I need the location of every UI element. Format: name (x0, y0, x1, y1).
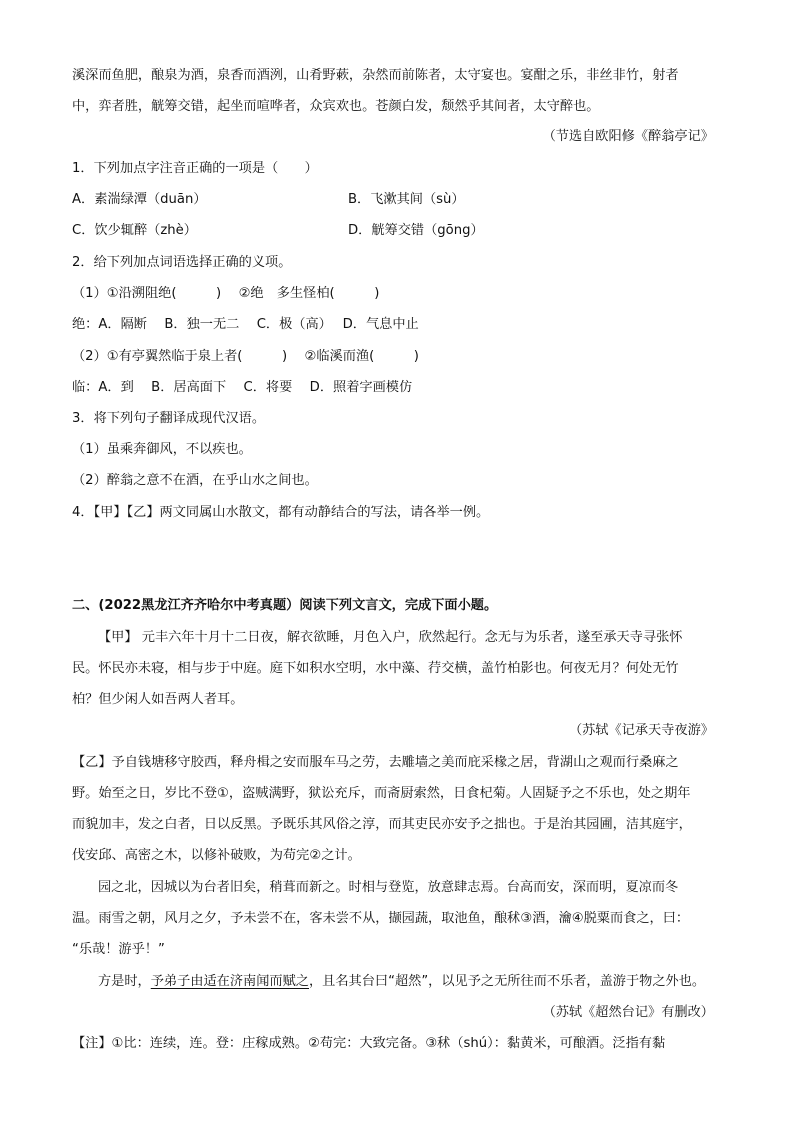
passage-yi-line: 温。雨雪之朝，风月之夕，予未尝不在，客未尝不从，撷园蔬，取池鱼，酿秫③酒，瀹④脱粟而食之，曰： (72, 911, 690, 926)
question-2-stem: 2．给下列加点词语选择正确的义项。 (72, 255, 292, 270)
underlined-sentence: 予弟子由适在济南闻而赋之 (150, 974, 309, 989)
q1-option-d: D．觥筹交错（gōng） (348, 223, 484, 238)
passage-yi-line: 而貌加丰，发之白者，日以反黑。予既乐其风俗之淳，而其吏民亦安予之拙也。于是治其园圃，洁其庭宇， (72, 817, 692, 832)
question-1-stem: 1．下列加点字注音正确的一项是（ ） (72, 161, 318, 176)
passage-line: 中，弈者胜，觥筹交错，起坐而喧哗者，众宾欢也。苍颜白发，颓然乎其间者，太守醉也。 (72, 99, 600, 114)
passage-text: 方是时， (98, 974, 151, 989)
passage-yi-line: 园之北，因城以为台者旧矣，稍葺而新之。时相与登览，放意肆志焉。台高而安，深而明，夏凉而冬 (98, 880, 679, 895)
passage-jia-line: 【甲】 元丰六年十月十二日夜，解衣欲睡，月色入户，欣然起行。念无与为乐者，遂至承天寺寻张怀 (98, 630, 683, 645)
passage-text: ，且名其台曰“超然”，以见予之无所往而不乐者，盖游于物之外也。 (309, 974, 706, 989)
q3-sentence-1: （1）虽乘奔御风，不以疾也。 (72, 442, 252, 457)
section-2-heading: 二、(2022黑龙江齐齐哈尔中考真题）阅读下列文言文，完成下面小题。 (72, 598, 498, 613)
source-citation: （苏轼《超然台记》有删改） (542, 1005, 714, 1020)
source-citation: （苏轼《记承天寺夜游》 (568, 723, 714, 738)
question-3-stem: 3．将下列句子翻译成现代汉语。 (72, 411, 266, 426)
passage-yi-line: 野。始至之日，岁比不登①，盗贼满野，狱讼充斥，而斋厨索然，日食杞菊。人固疑予之不乐也，处之期年 (72, 786, 691, 801)
passage-yi-line: “乐哉！游乎！” (72, 942, 165, 957)
question-4-stem: 4．【甲】【乙】两文同属山水散文，都有动静结合的写法，请各举一例。 (72, 505, 490, 520)
source-citation: （节选自欧阳修《醉翁亭记》 (542, 129, 714, 144)
q1-option-b: B．飞漱其间（sù） (348, 192, 465, 207)
passage-jia-line: 柏？但少闲人如吾两人者耳。 (72, 692, 244, 707)
passage-line: 溪深而鱼肥，酿泉为酒，泉香而酒洌，山肴野蔌，杂然而前陈者，太守宴也。宴酣之乐，非丝非竹，射者 (72, 68, 679, 83)
q1-option-a: A．素湍绿潭（duān） (72, 192, 207, 207)
passage-yi-line (72, 971, 724, 993)
q2-sub-1-options: 绝：A．隔断 B．独一无二 C．极（高） D．气息中止 (72, 317, 419, 332)
passage-yi-line: 【乙】予自钱塘移守胶西，释舟楫之安而服车马之劳，去雕墙之美而庇采椽之居，背湖山之观而行桑麻之 (72, 755, 679, 770)
passage-jia-line: 民。怀民亦未寝，相与步于中庭。庭下如积水空明，水中藻、荇交横，盖竹柏影也。何夜无月？何处无竹 (72, 661, 679, 676)
q2-sub-2-options: 临：A．到 B．居高面下 C．将要 D．照着字画模仿 (72, 380, 413, 395)
q2-sub-2: （2）①有亭翼然临于泉上者( ) ②临溪而渔( ) (72, 349, 419, 364)
footnote: 【注】①比：连续，连。登：庄稼成熟。②苟完：大致完备。③秫（shú）：黏黄米，可酿酒。泛指有黏 (72, 1036, 666, 1051)
q3-sentence-2: （2）醉翁之意不在酒，在乎山水之间也。 (72, 473, 318, 488)
q2-sub-1: （1）①沿溯阻绝( ) ②绝 多生怪柏( ) (72, 286, 380, 301)
passage-yi-line: 伐安邱、高密之木，以修补破败，为苟完②之计。 (72, 848, 361, 863)
q1-option-c: C．饮少辄醉（zhè） (72, 223, 197, 238)
